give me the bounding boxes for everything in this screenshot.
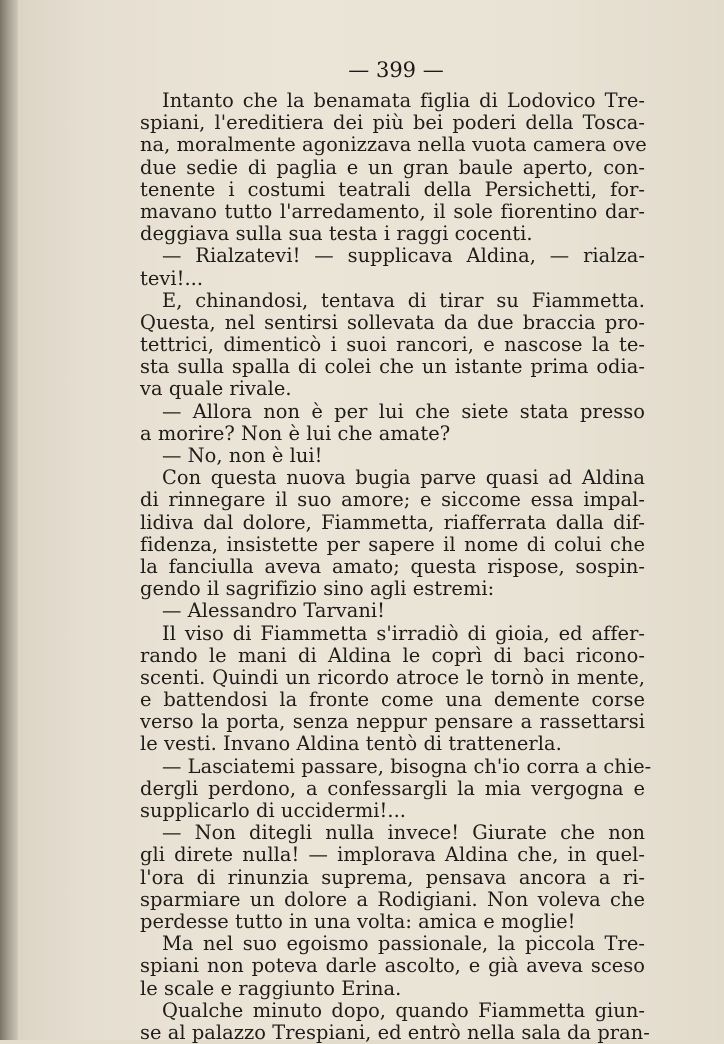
text-line: sta sulla spalla di colei che un istante prima odia- — [140, 355, 645, 379]
text-line: tettrici, dimenticò i suoi rancori, e nascose la te- — [140, 333, 645, 357]
text-line: tenente i costumi teatrali della Persichetti, for- — [140, 177, 645, 201]
page-gutter-shadow — [0, 0, 18, 1040]
text-line: e battendosi la fronte come una demente corse — [140, 688, 645, 712]
text-line: la fanciulla aveva amato; questa rispose, sospin- — [140, 554, 645, 578]
text-line: gendo il sagrifizio sino agli estremi: — [140, 577, 495, 601]
text-line: Intanto che la benamata figlia di Lodovico Tre- — [162, 89, 645, 112]
page-number: — 399 — — [348, 58, 444, 82]
text-line: sparmiare un dolore a Rodigiani. Non voleva che — [140, 887, 645, 911]
text-line: va quale rivale. — [140, 377, 292, 401]
text-line: — Allora non è per lui che siete stata presso — [162, 399, 645, 423]
text-line: due sedie di paglia e un gran baule aperto, con- — [140, 155, 645, 179]
text-line: le scale e raggiunto Erina. — [140, 976, 402, 1000]
text-line: Con questa nuova bugia parve quasi ad Aldina — [162, 466, 645, 490]
text-line: — Non ditegli nulla invece! Giurate che non — [162, 821, 645, 845]
text-line: a morire? Non è lui che amate? — [140, 421, 451, 445]
text-line: lidiva dal dolore, Fiammetta, riafferrata dalla dif- — [140, 510, 645, 534]
text-line: tevi!... — [140, 266, 204, 290]
text-line: na, moralmente agonizzava nella vuota camera ove — [140, 133, 647, 157]
text-line: le vesti. Invano Aldina tentò di trattenerla. — [140, 732, 562, 756]
text-line: supplicarlo di uccidermi!... — [140, 799, 407, 822]
text-line: scenti. Quindi un ricordo atroce le tornò in mente, — [140, 665, 645, 689]
text-line: deggiava sulla sua testa i raggi cocenti. — [140, 222, 533, 246]
text-line: Il viso di Fiammetta s'irradiò di gioia, ed affer- — [162, 621, 645, 645]
body-text — [140, 89, 652, 1044]
text-line: E, chinandosi, tentava di tirar su Fiammetta. — [162, 288, 645, 312]
text-line: fidenza, insistette per sapere il nome di colui che — [140, 532, 645, 556]
text-line: — No, non è lui! — [162, 444, 323, 467]
text-line: rando le mani di Aldina le coprì di baci ricono- — [140, 643, 645, 667]
text-line: di rinnegare il suo amore; e siccome essa impal- — [140, 488, 645, 512]
text-line: — Lasciatemi passare, bisogna ch'io corra a chie- — [162, 754, 652, 778]
text-line: dergli perdono, a confessargli la mia vergogna e — [140, 776, 645, 800]
text-line: verso la porta, senza neppur pensare a rassettarsi — [140, 710, 645, 734]
text-line: mavano tutto l'arredamento, il sole fiorentino dar- — [140, 199, 645, 223]
text-line: gli direte nulla! — implorava Aldina che, in quel- — [140, 843, 645, 867]
text-line: spiani non poteva darle ascolto, e già aveva sceso — [140, 954, 645, 978]
text-line: — Rialzatevi! — supplicava Aldina, — rialza- — [162, 244, 645, 268]
text-line: — Alessandro Tarvani! — [162, 599, 386, 623]
text-line: l'ora di rinunzia suprema, pensava ancora a ri- — [140, 865, 645, 889]
text-line: Ma nel suo egoismo passionale, la piccola Tre- — [162, 932, 645, 956]
text-line: Qualche minuto dopo, quando Fiammetta giun- — [162, 998, 645, 1022]
text-line: spiani, l'ereditiera dei più bei poderi della Tosca- — [140, 111, 645, 135]
text-line: perdesse tutto in una volta: amica e moglie! — [140, 909, 576, 933]
text-line: se al palazzo Trespiani, ed entrò nella sala da pran- — [140, 1020, 650, 1044]
text-line: Questa, nel sentirsi sollevata da due braccia pro- — [140, 310, 645, 334]
